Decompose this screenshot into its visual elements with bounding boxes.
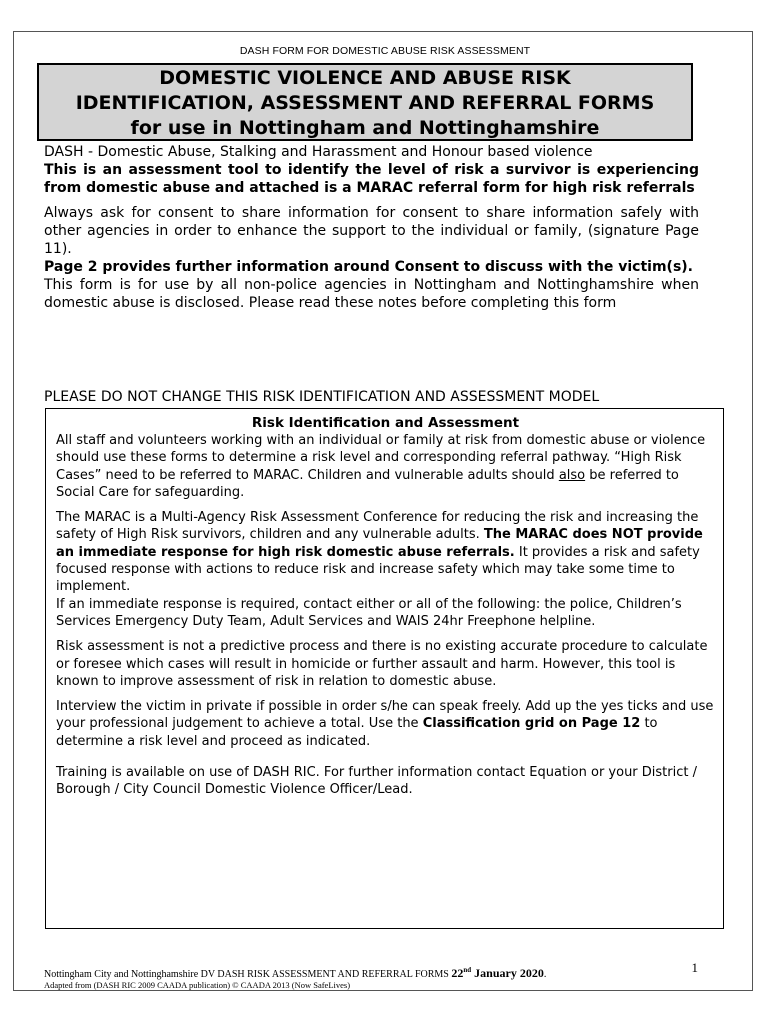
footer-main-line: Nottingham City and Nottinghamshire DV DASH RISK ASSESSMENT AND REFERRAL FORMS 22nd January 2020. 1: [44, 960, 698, 980]
risk-paragraph-marac: The MARAC is a Multi-Agency Risk Assessment Conference for reducing the risk and increasing the safety of High Risk survivors, children and any vulnerable adults. The MARAC does NOT provide an immediate response for high risk domestic abuse referrals. It provides a risk and safety focused response with actions to reduce risk and increase safety which may take some time to implement.: [56, 510, 703, 595]
risk-paragraph-training: Training is available on use of DASH RIC. For further information contact Equation or your District / Borough / City Council Domestic Violence Officer/Lead.: [56, 765, 697, 798]
marac-warning: The MARAC does NOT provide an immediate response for high risk domestic abuse referrals.: [56, 527, 703, 560]
document-header: DASH FORM FOR DOMESTIC ABUSE RISK ASSESSMENT: [239, 45, 531, 57]
risk-paragraph-staff: All staff and volunteers working with an individual or family at risk from domestic abuse or violence should use these forms to determine a risk level and corresponding referral pathway. “High Risk Cases” need to be referred to MARAC. Children and vulnerable adults should also be referred to Social Care for safeguarding.: [56, 433, 706, 500]
title-box: [37, 63, 693, 141]
intro-section: [44, 143, 699, 312]
title-line-3: for use in Nottingham and Nottinghamshire: [130, 117, 600, 139]
page-number: 1: [691, 960, 698, 975]
footer-date: 22nd January 2020: [451, 966, 544, 980]
risk-section-heading: Risk Identification and Assessment: [251, 415, 520, 431]
title-line-2: IDENTIFICATION, ASSESSMENT AND REFERRAL FORMS: [75, 92, 655, 114]
footer-adapted-from: Adapted from (DASH RIC 2009 CAADA publication) © CAADA 2013 (Now SafeLives): [44, 980, 351, 990]
risk-paragraph-interview: Interview the victim in private if possible in order s/he can speak freely. Add up the yes ticks and use your professional judgement to achieve a total. Use the Classification grid on Page 12 to determine a risk level and proceed as indicated.: [56, 699, 714, 749]
title-line-1: DOMESTIC VIOLENCE AND ABUSE RISK: [159, 67, 571, 89]
also-underlined: also: [558, 467, 586, 483]
risk-paragraph-immediate-response: If an immediate response is required, contact either or all of the following: the police, Children’s Services Emergency Duty Team, Adult Services and WAIS 24hr Freephone helpline.: [56, 596, 682, 629]
do-not-change-notice: PLEASE DO NOT CHANGE THIS RISK IDENTIFICATION AND ASSESSMENT MODEL: [44, 389, 600, 405]
usage-text: This form is for use by all non-police agencies in Nottingham and Nottinghamshire when domestic abuse is disclosed. Please read these notes before completing this form: [44, 277, 699, 311]
page2-consent-note: Page 2 provides further information around Consent to discuss with the victim(s).: [44, 259, 693, 275]
footer-title: Nottingham City and Nottinghamshire DV DASH RISK ASSESSMENT AND REFERRAL FORMS: [44, 969, 452, 980]
dash-definition: DASH - Domestic Abuse, Stalking and Harassment and Honour based violence: [44, 144, 593, 160]
tool-description: This is an assessment tool to identify the level of risk a survivor is experiencing from domestic abuse and attached is a MARAC referral form for high risk referrals: [44, 162, 699, 196]
risk-paragraph-predictive: Risk assessment is not a predictive process and there is no existing accurate procedure to calculate or foresee which cases will result in homicide or further assault and harm. However, this tool is known to improve assessment of risk in relation to domestic abuse.: [56, 639, 708, 689]
risk-identification-box: [45, 408, 724, 929]
classification-grid-ref: Classification grid on Page 12: [422, 716, 641, 732]
consent-text: Always ask for consent to share information for consent to share information safely with other agencies in order to enhance the support to the individual or family, (signature Page 11).: [44, 205, 699, 257]
page-footer: [44, 960, 704, 990]
